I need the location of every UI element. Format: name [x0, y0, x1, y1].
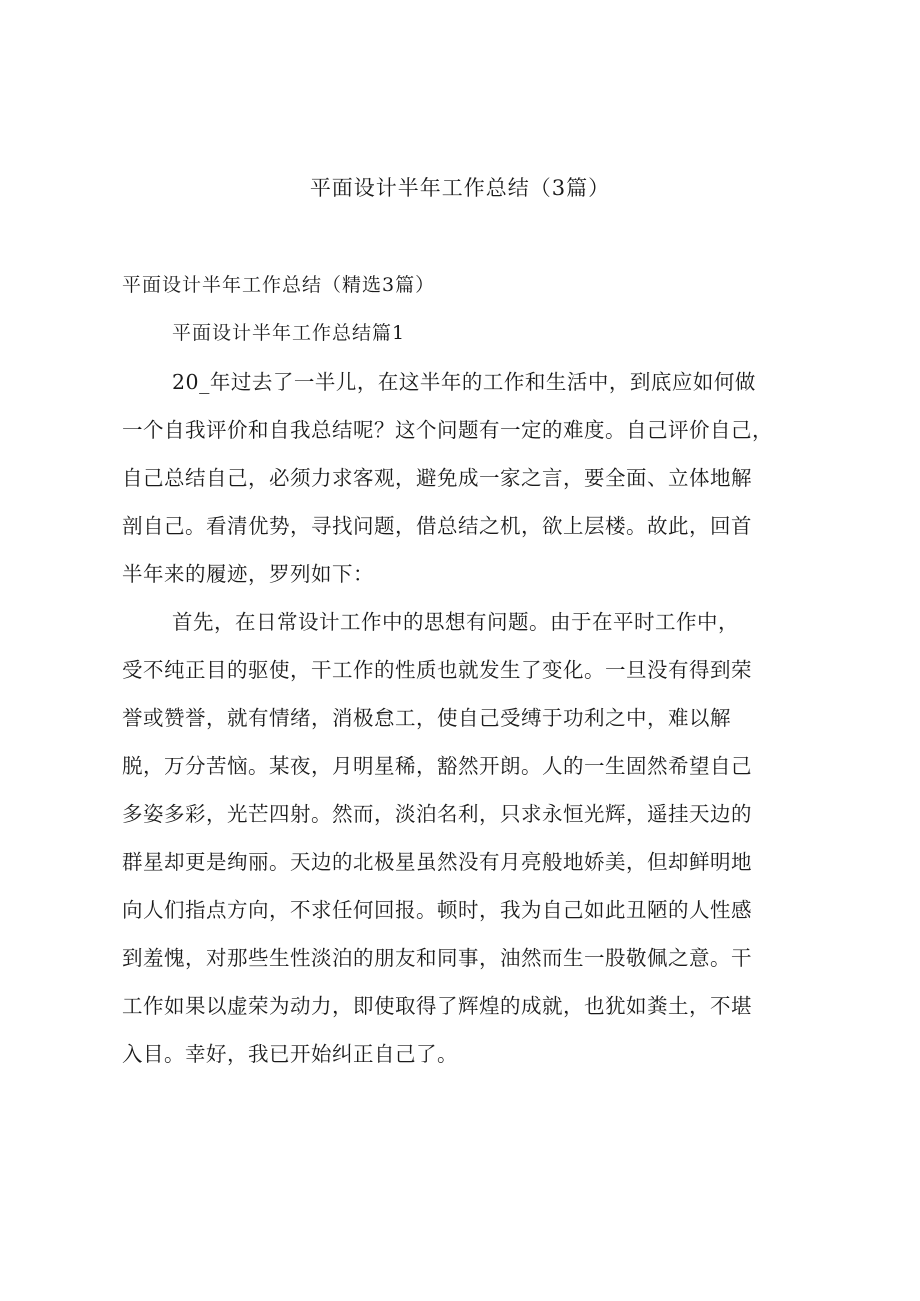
paragraph-line: 群星却更是绚丽。天边的北极星虽然没有月亮般地娇美，但却鲜明地	[122, 850, 752, 874]
paragraph-line: 剖自己。看清优势，寻找问题，借总结之机，欲上层楼。故此，回首	[122, 514, 752, 538]
paragraph-line: 20_年过去了一半儿，在这半年的工作和生活中，到底应如何做	[172, 370, 756, 394]
paragraph-line: 脱，万分苦恼。某夜，月明星稀，豁然开朗。人的一生固然希望自己	[122, 754, 752, 778]
paragraph-line: 工作如果以虚荣为动力，即使取得了辉煌的成就，也犹如粪土，不堪	[122, 994, 752, 1018]
paragraph-line: 誉或赞誉，就有情绪，消极怠工，使自己受缚于功利之中，难以解	[122, 706, 731, 730]
paragraph-line: 半年来的履迹，罗列如下：	[122, 562, 374, 586]
paragraph-line: 一个自我评价和自我总结呢？这个问题有一定的难度。自己评价自己，	[122, 418, 773, 442]
paragraph-line: 自己总结自己，必须力求客观，避免成一家之言，要全面、立体地解	[122, 466, 752, 490]
document-title: 平面设计半年工作总结（3篇）	[309, 176, 611, 200]
paragraph-line: 入目。幸好，我已开始纠正自己了。	[122, 1042, 458, 1066]
paragraph-line: 向人们指点方向，不求任何回报。顿时，我为自己如此丑陋的人性感	[122, 898, 752, 922]
paragraph-line: 受不纯正目的驱使，干工作的性质也就发生了变化。一旦没有得到荣	[122, 658, 752, 682]
paragraph-line: 多姿多彩，光芒四射。然而，淡泊名利，只求永恒光辉，遥挂天边的	[122, 802, 752, 826]
section-heading: 平面设计半年工作总结篇1	[172, 322, 406, 344]
document-subtitle: 平面设计半年工作总结（精选3篇）	[122, 274, 436, 296]
paragraph-line: 首先，在日常设计工作中的思想有问题。由于在平时工作中，	[172, 610, 739, 634]
paragraph-line: 到羞愧，对那些生性淡泊的朋友和同事，油然而生一股敬佩之意。干	[122, 946, 752, 970]
